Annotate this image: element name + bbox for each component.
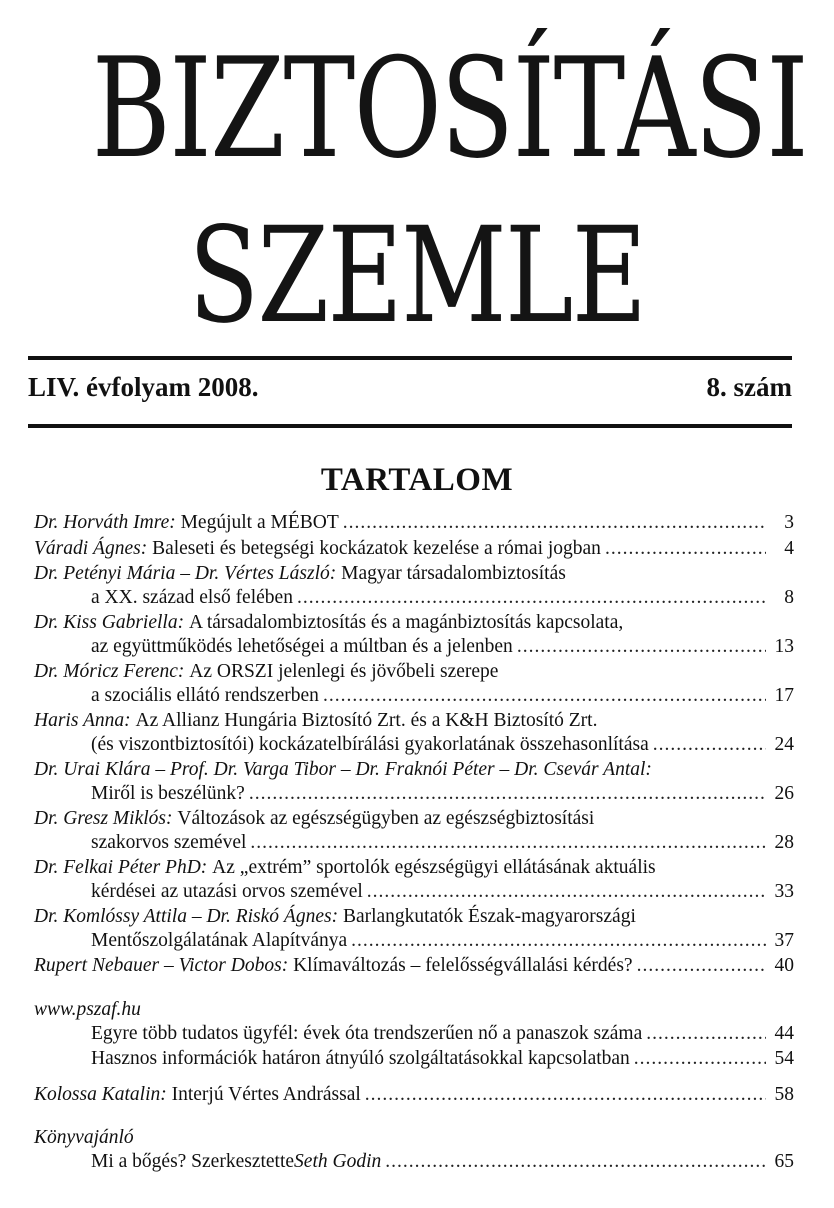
toc-title: Interjú Vértes Andrással: [171, 1083, 361, 1105]
section-label-pszaf: www.pszaf.hu: [34, 998, 141, 1020]
toc-entry[interactable]: [34, 955, 794, 979]
toc-author: Dr. Horváth Imre:: [34, 512, 176, 533]
toc-author: Dr. Komlóssy Attila – Dr. Riskó Ágnes:: [34, 906, 339, 927]
volume-year: LIV. évfolyam 2008.: [28, 372, 259, 402]
toc-title: Egyre több tudatos ügyfél: évek óta trendszerűen nő a panaszok száma: [91, 1022, 643, 1044]
toc-title-continued: a szociális ellátó rendszerben: [91, 684, 319, 706]
toc-title: Mi a bőgés? Szerkesztette: [91, 1151, 295, 1172]
toc-entry[interactable]: [34, 1151, 794, 1175]
toc-page-number: 28: [774, 831, 794, 853]
toc-title: Az ORSZI jelenlegi és jövőbeli szerepe: [189, 661, 499, 682]
contents-heading: TARTALOM: [320, 462, 514, 498]
toc-page-number: 44: [774, 1022, 794, 1044]
toc-author: Kolossa Katalin:: [34, 1083, 167, 1105]
toc-author: Váradi Ágnes:: [34, 537, 148, 559]
toc-page-number: 13: [774, 635, 794, 657]
toc-entry[interactable]: [34, 512, 794, 536]
toc-page-number: 8: [784, 586, 794, 608]
toc-author: Dr. Petényi Mária – Dr. Vértes László:: [34, 563, 337, 584]
leader-dots: [634, 1048, 766, 1070]
toc-entry[interactable]: [34, 710, 794, 757]
leader-dots: [646, 1023, 766, 1045]
toc-page-number: 54: [774, 1048, 794, 1069]
issue-number: 8. szám: [706, 372, 792, 402]
leader-dots: [365, 1084, 766, 1106]
toc-entry[interactable]: [34, 808, 794, 855]
toc-entry[interactable]: [34, 1048, 794, 1072]
leader-dots: [385, 1151, 766, 1173]
toc-page-number: 4: [784, 537, 794, 559]
toc-title: Az „extrém” sportolók egészségügyi ellátásának aktuális: [212, 857, 656, 878]
top-rule: [28, 356, 792, 360]
toc-author: Dr. Gresz Miklós:: [34, 808, 173, 829]
toc-title: Az Allianz Hungária Biztosító Zrt. és a K&H Biztosító Zrt.: [135, 710, 598, 731]
toc-title-continued: kérdései az utazási orvos szemével: [91, 880, 363, 902]
leader-dots: [605, 538, 766, 560]
toc-author: Dr. Kiss Gabriella:: [34, 612, 185, 633]
toc-entry[interactable]: [34, 906, 794, 953]
toc-title: Magyar társadalombiztosítás: [341, 563, 566, 584]
volume-line: [28, 372, 792, 403]
toc-page-number: 65: [774, 1151, 794, 1172]
toc-entry[interactable]: [34, 563, 794, 610]
toc-page-number: 17: [774, 684, 794, 706]
toc-author: Dr. Urai Klára – Prof. Dr. Varga Tibor – Dr. Fraknói Péter – Dr. Csevár Antal:: [34, 759, 652, 780]
toc-title: Hasznos információk határon átnyúló szolgáltatásokkal kapcsolatban: [91, 1048, 630, 1069]
leader-dots: [249, 783, 766, 805]
toc-page-number: 58: [774, 1083, 794, 1105]
toc-title: Barlangkutatók Észak-magyarországi: [342, 906, 636, 927]
toc-entry[interactable]: [34, 661, 794, 708]
toc-author: Rupert Nebauer – Victor Dobos:: [34, 955, 289, 976]
toc-entry[interactable]: [34, 612, 794, 659]
toc-entry[interactable]: [34, 857, 794, 904]
toc-title-editor: Seth Godin: [294, 1151, 382, 1172]
toc-author: Dr. Móricz Ferenc:: [34, 661, 185, 682]
leader-dots: [351, 930, 766, 952]
toc-page-number: 24: [774, 733, 794, 755]
toc-title: A társadalombiztosítás és a magánbiztosítás kapcsolata,: [188, 612, 624, 633]
toc-page-number: 37: [774, 929, 794, 951]
masthead-title-line1: BIZTOSÍTÁSI: [91, 28, 808, 189]
toc-title: Baleseti és betegségi kockázatok kezelése a római jogban: [152, 537, 601, 559]
toc-author: Dr. Felkai Péter PhD:: [34, 857, 208, 878]
leader-dots: [297, 587, 766, 609]
toc-entry[interactable]: [34, 538, 794, 562]
toc-title-continued: a XX. század első felében: [91, 586, 293, 608]
toc-author: Haris Anna:: [34, 710, 131, 731]
toc-title: Klímaváltozás – felelősségvállalási kérdés?: [293, 955, 633, 976]
toc-entry[interactable]: [34, 759, 794, 806]
toc-page-number: 3: [784, 512, 794, 533]
toc-title-continued: Miről is beszélünk?: [91, 782, 245, 804]
toc-title-continued: az együttműködés lehetőségei a múltban és a jelenben: [91, 635, 513, 657]
toc-title-continued: (és viszontbiztosítói) kockázatelbírálási gyakorlatának összehasonlítása: [91, 733, 649, 755]
toc-title: Változások az egészségügyben az egészségbiztosítási: [177, 808, 595, 829]
masthead-title-line2: SZEMLE: [188, 199, 646, 353]
toc-title-continued: Mentőszolgálatának Alapítványa: [91, 929, 348, 951]
toc-title: Megújult a MÉBOT: [180, 512, 339, 533]
toc-page-number: 40: [774, 955, 794, 976]
leader-dots: [517, 636, 766, 658]
toc-entry[interactable]: [34, 1084, 794, 1108]
table-of-contents: [34, 512, 794, 1177]
toc-page-number: 33: [774, 880, 794, 902]
bottom-rule: [28, 424, 792, 428]
toc-entry[interactable]: [34, 1023, 794, 1047]
toc-title-continued: szakorvos szemével: [91, 831, 247, 853]
leader-dots: [343, 512, 766, 534]
toc-page-number: 26: [774, 782, 794, 804]
leader-dots: [367, 881, 766, 903]
leader-dots: [653, 734, 766, 756]
leader-dots: [637, 955, 766, 977]
leader-dots: [323, 685, 766, 707]
leader-dots: [250, 832, 766, 854]
section-label-books: Könyvajánló: [34, 1127, 134, 1148]
